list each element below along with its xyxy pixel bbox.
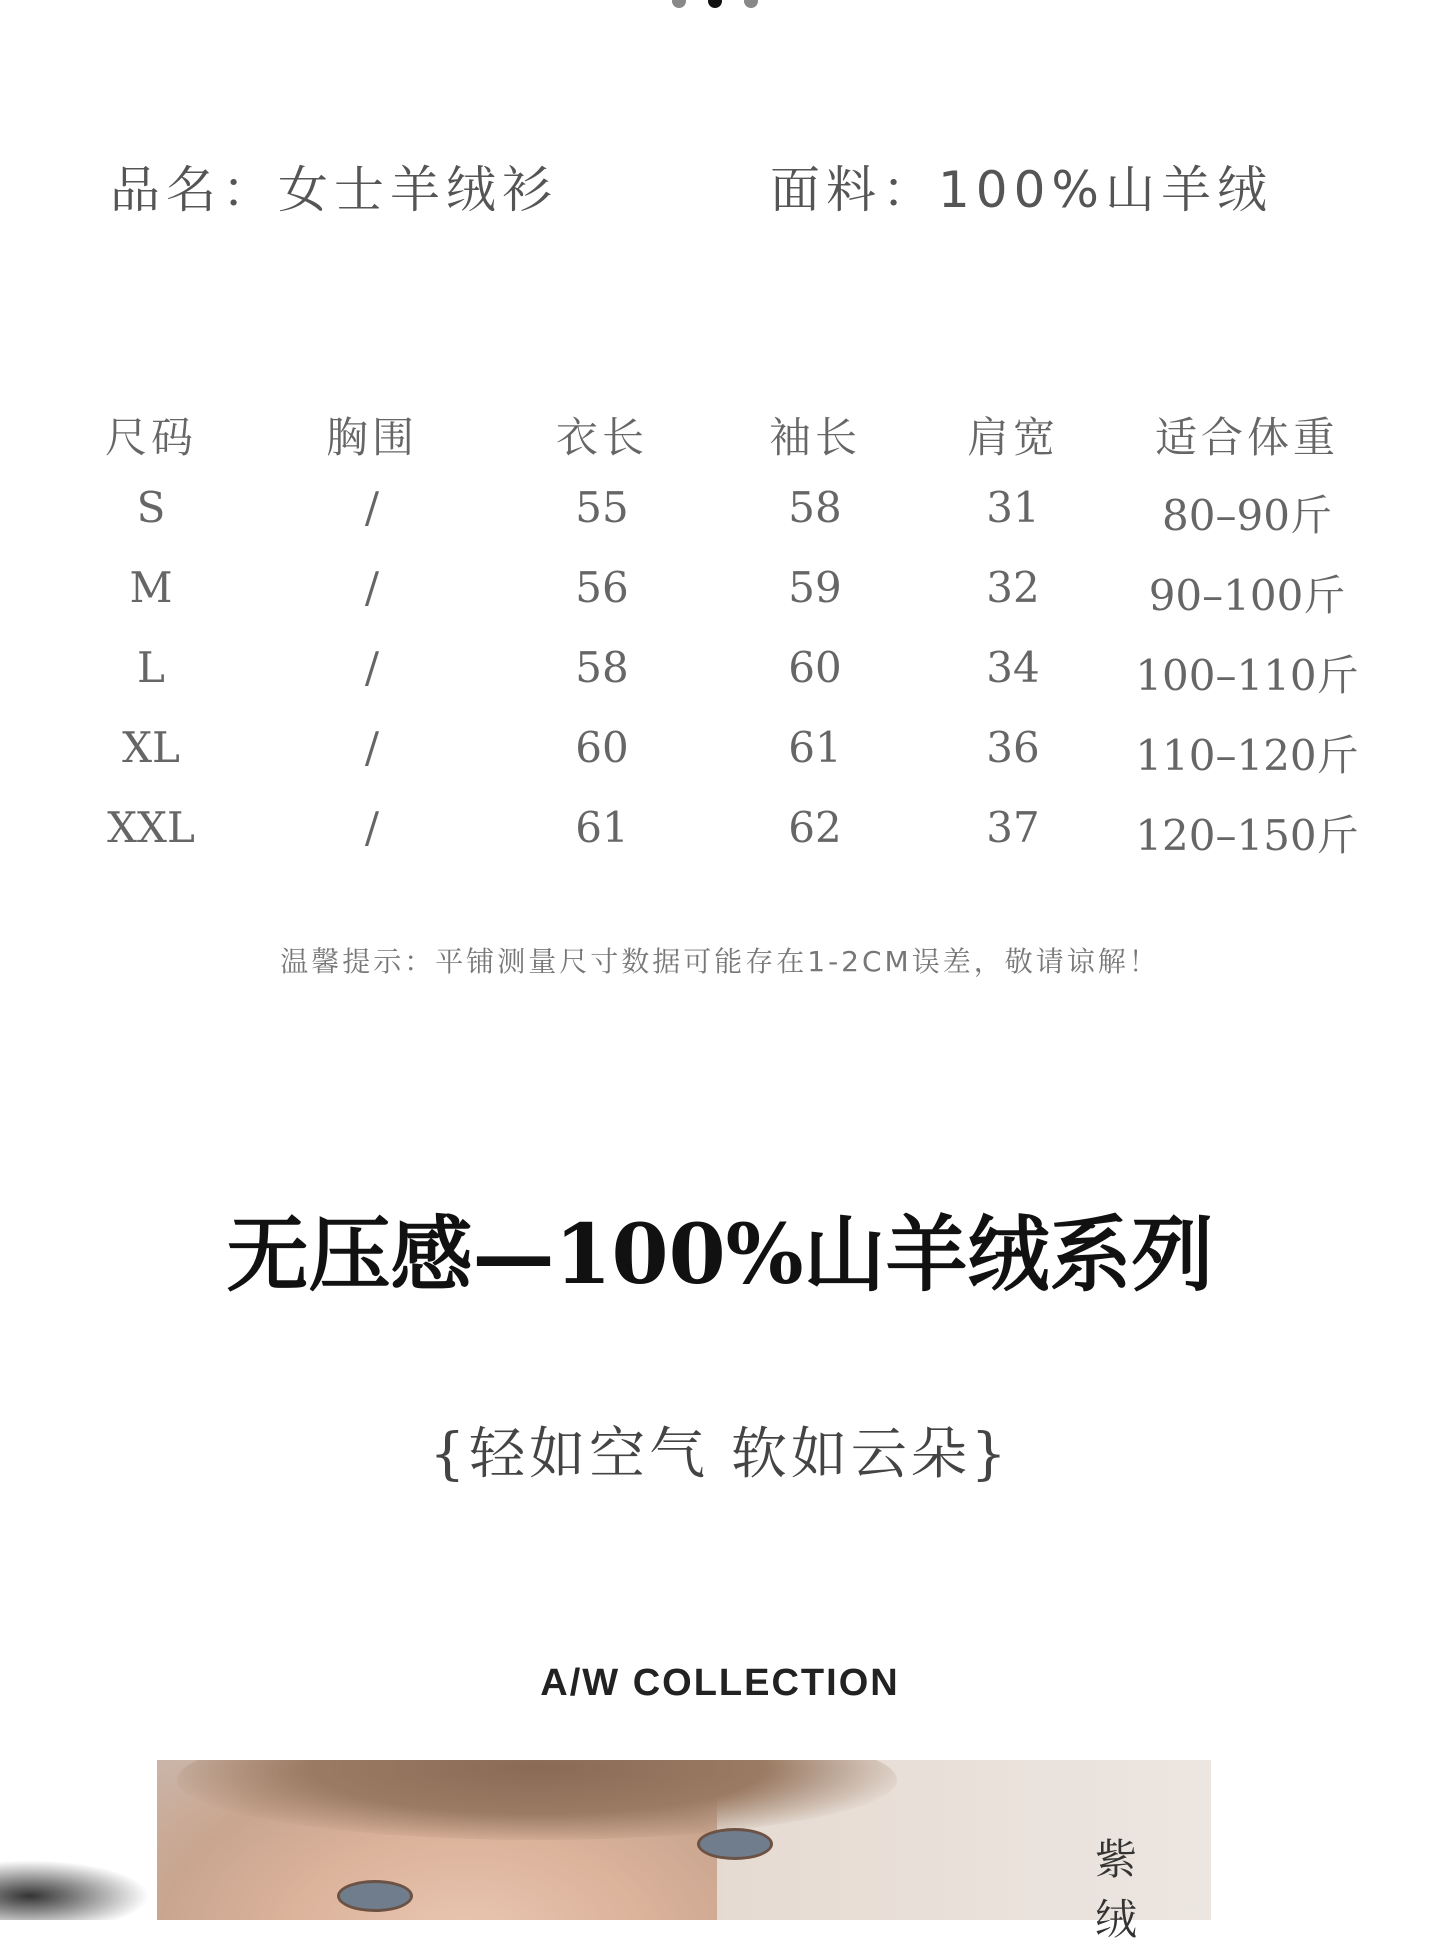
table-cell: / xyxy=(364,723,380,772)
table-cell: XL xyxy=(122,723,180,772)
header-weight: 适合体重 xyxy=(1154,413,1340,462)
decorative-image xyxy=(0,1860,150,1920)
product-fabric: 面料：100%山羊绒 xyxy=(770,161,1273,219)
table-cell: 37 xyxy=(986,803,1040,852)
carousel-dot[interactable] xyxy=(672,0,686,8)
table-cell: 60 xyxy=(575,723,629,772)
table-row xyxy=(70,563,1400,643)
series-subtitle: {轻如空气 软如云朵} xyxy=(429,1422,1011,1487)
collection-heading: A/W COLLECTION xyxy=(540,1662,900,1704)
carousel-dot[interactable] xyxy=(744,0,758,8)
table-cell: XXL xyxy=(107,803,195,852)
table-cell: 110–120斤 xyxy=(1135,731,1359,780)
header-length: 衣长 xyxy=(555,413,649,462)
table-row xyxy=(70,643,1400,723)
table-cell: M xyxy=(129,563,173,612)
table-cell: S xyxy=(136,483,166,532)
table-cell: 90–100斤 xyxy=(1148,571,1346,620)
table-cell: 31 xyxy=(986,483,1040,532)
table-cell: 100–110斤 xyxy=(1135,651,1359,700)
table-cell: 62 xyxy=(788,803,842,852)
table-cell: 61 xyxy=(575,803,629,852)
product-name: 品名：女士羊绒衫 xyxy=(110,161,558,219)
table-cell: / xyxy=(364,563,380,612)
carousel-indicator[interactable] xyxy=(672,0,758,8)
table-cell: 61 xyxy=(788,723,842,772)
model-eye xyxy=(337,1880,413,1912)
table-cell: 32 xyxy=(986,563,1040,612)
table-cell: / xyxy=(364,803,380,852)
model-photo xyxy=(157,1760,1211,1920)
table-cell: 59 xyxy=(788,563,842,612)
table-cell: 60 xyxy=(788,643,842,692)
header-sleeve: 袖长 xyxy=(768,413,862,462)
header-chest: 胸围 xyxy=(325,413,419,462)
table-cell: 34 xyxy=(986,643,1040,692)
table-cell: L xyxy=(137,643,165,692)
carousel-dot-active[interactable] xyxy=(708,0,722,8)
header-shoulder: 肩宽 xyxy=(966,413,1060,462)
header-size: 尺码 xyxy=(104,413,198,462)
table-row xyxy=(70,723,1400,803)
size-table xyxy=(70,405,1400,883)
table-cell: 58 xyxy=(788,483,842,532)
table-cell: / xyxy=(364,643,380,692)
size-table-header xyxy=(70,405,1400,483)
table-cell: 36 xyxy=(986,723,1040,772)
table-cell: / xyxy=(364,483,380,532)
table-row xyxy=(70,483,1400,563)
table-row xyxy=(70,803,1400,883)
table-cell: 58 xyxy=(575,643,629,692)
vertical-caption: 紫绒 xyxy=(1095,1835,1138,1944)
measurement-tip: 温馨提示：平铺测量尺寸数据可能存在1-2CM误差，敬请谅解！ xyxy=(280,945,1160,978)
series-title: 无压感—100%山羊绒系列 xyxy=(226,1207,1214,1303)
table-cell: 55 xyxy=(575,483,629,532)
table-cell: 120–150斤 xyxy=(1135,811,1359,860)
table-cell: 56 xyxy=(575,563,629,612)
model-eye xyxy=(697,1828,773,1860)
table-cell: 80–90斤 xyxy=(1162,491,1332,540)
